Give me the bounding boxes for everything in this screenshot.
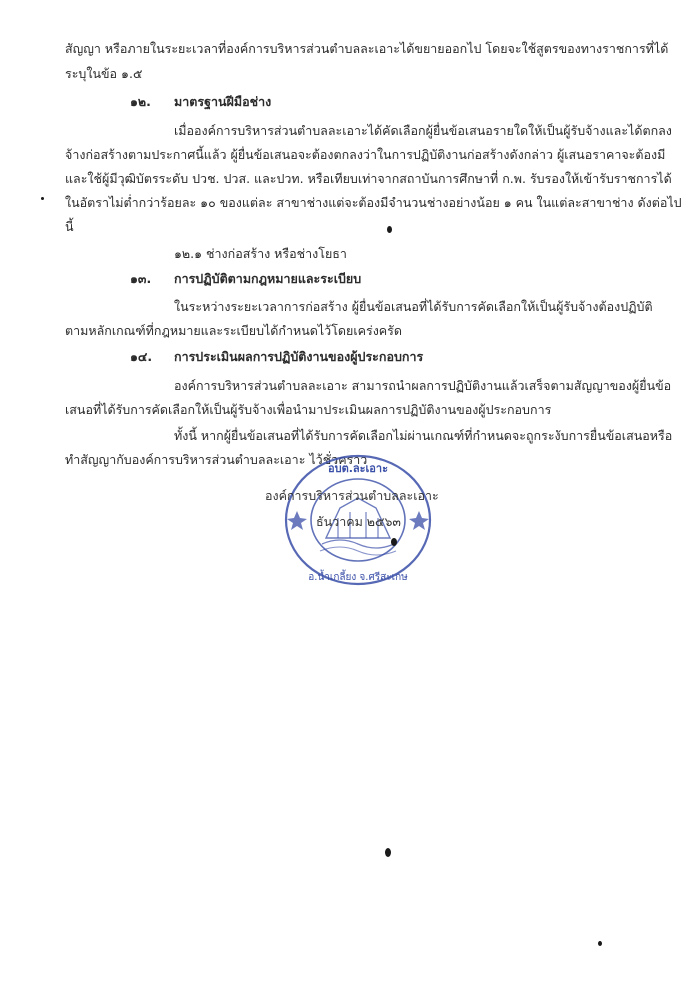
- text-line: จ้างก่อสร้างตามประกาศนี้แล้ว ผู้ยื่นข้อเสนอจะต้องตกลงว่าในการปฏิบัติงานก่อสร้างดังกล่าว ผู้เสนอราคาจะต้องมี: [65, 147, 666, 162]
- text-line: และใช้ผู้มีวุฒิบัตรระดับ ปวช. ปวส. และปวท. หรือเทียบเท่าจากสถาบันการศึกษาที่ ก.พ. รับรองให้เข้ารับราชการได้: [65, 171, 672, 186]
- text-line: ทั้งนี้ หากผู้ยื่นข้อเสนอที่ได้รับการคัดเลือกไม่ผ่านเกณฑ์ที่กำหนดจะถูกระงับการยื่นข้อเสนอหรือ: [174, 428, 673, 443]
- section-number: ๑๓.: [130, 271, 152, 286]
- section-title: มาตรฐานฝีมือช่าง: [174, 94, 272, 109]
- stamp-top-text: อบต.ละเอาะ: [327, 462, 389, 475]
- ink-spot: [385, 848, 391, 857]
- stamp-bottom-text: อ.น้ำเกลี้ยง จ.ศรีสะเกษ: [308, 572, 408, 583]
- text-line: ในระหว่างระยะเวลาการก่อสร้าง ผู้ยื่นข้อเสนอที่ได้รับการคัดเลือกให้เป็นผู้รับจ้างต้องปฏิบัติ: [174, 299, 653, 314]
- ink-spot: [41, 197, 44, 200]
- section-title: การประเมินผลการปฏิบัติงานของผู้ประกอบการ: [174, 349, 424, 364]
- ink-spot: [598, 941, 602, 946]
- text-line: นี้: [65, 219, 74, 234]
- text-line: สัญญา หรือภายในระยะเวลาที่องค์การบริหารส่วนตำบลละเอาะได้ขยายออกไป โดยจะใช้สูตรของทางราชการที่ได้: [65, 41, 669, 56]
- text-line: เสนอที่ได้รับการคัดเลือกให้เป็นผู้รับจ้างเพื่อนำมาประเมินผลการปฏิบัติงานของผู้ประกอบการ: [65, 402, 552, 417]
- section-number: ๑๒.: [130, 94, 151, 109]
- organization-name: องค์การบริหารส่วนตำบลละเอาะ: [265, 488, 439, 503]
- text-line: ตามหลักเกณฑ์ที่กฎหมายและระเบียบได้กำหนดไว้โดยเคร่งครัด: [65, 323, 403, 338]
- text-line: เมื่อองค์การบริหารส่วนตำบลละเอาะได้คัดเลือกผู้ยื่นข้อเสนอรายใดให้เป็นผู้รับจ้างและได้ตกลง: [174, 123, 672, 138]
- ink-spot: [391, 538, 397, 546]
- document-date: ธันวาคม ๒๕๖๓: [316, 514, 401, 529]
- text-line: ระบุในข้อ ๑.๕: [65, 66, 143, 81]
- section-title: การปฏิบัติตามกฎหมายและระเบียบ: [174, 271, 362, 286]
- subsection-line: ๑๒.๑ ช่างก่อสร้าง หรือช่างโยธา: [174, 246, 347, 261]
- text-line: ทำสัญญากับองค์การบริหารส่วนตำบลละเอาะ ไว้ชั่วคราว: [65, 452, 368, 467]
- ink-spot: [387, 226, 392, 233]
- text-line: ในอัตราไม่ต่ำกว่าร้อยละ ๑๐ ของแต่ละ สาขาช่างแต่จะต้องมีจำนวนช่างอย่างน้อย ๑ คน ในแต่ละสาขาช่าง ดังต่อไป: [65, 195, 682, 210]
- text-line: องค์การบริหารส่วนตำบลละเอาะ สามารถนำผลการปฏิบัติงานแล้วเสร็จตามสัญญาของผู้ยื่นข้อ: [174, 378, 672, 393]
- section-number: ๑๔.: [130, 349, 153, 364]
